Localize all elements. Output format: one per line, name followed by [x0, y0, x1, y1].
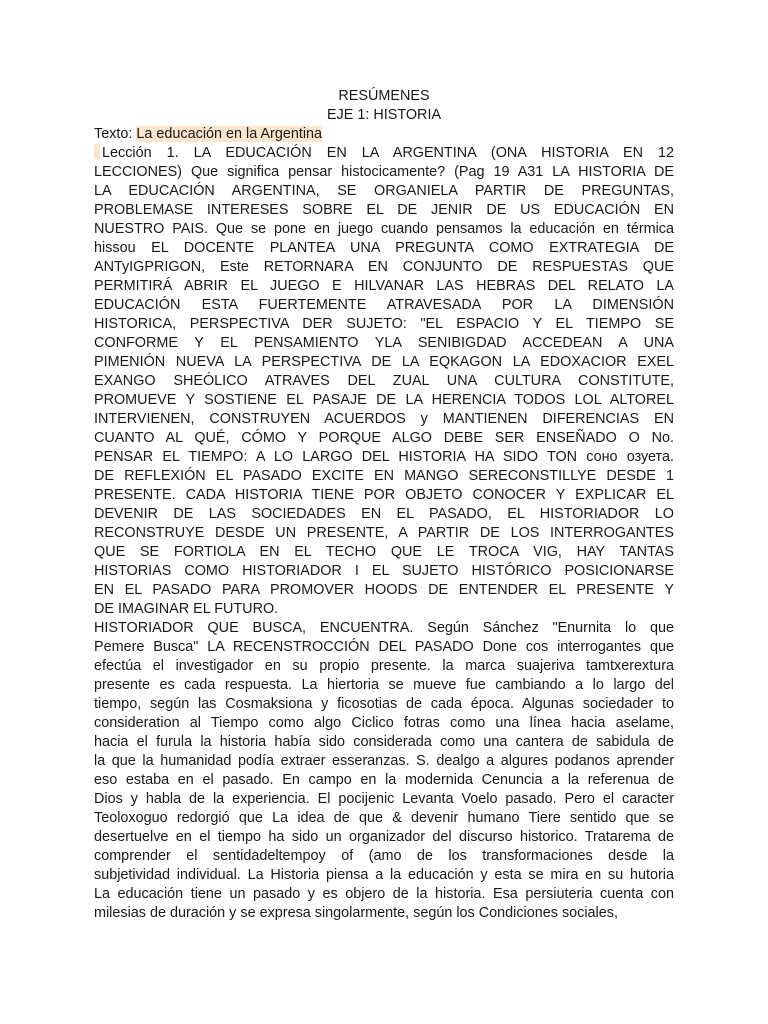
- paragraph-line: PRESENTE. CADA HISTORIA TIENE POR OBJETO CONOCER Y EXPLICAR EL: [94, 487, 674, 503]
- paragraph-line: PROBLEMASE INTERESES SOBRE EL DE JENIR DE US EDUCACIÓN EN: [94, 202, 674, 218]
- paragraph-line: hissou EL DOCENTE PLANTEA UNA PREGUNTA COMO EXTRATEGIA DE: [94, 240, 674, 256]
- paragraph-line: DE REFLEXIÓN EL PASADO EXCITE EN MANGO SERECONSTILLYE DESDE 1: [94, 468, 674, 484]
- paragraph-line: Dios y habla de la experiencia. El pocijenic Levanta Voelo pasado. Pero el caracter: [94, 791, 674, 807]
- paragraph-line: efectúa el investigador en su propio presente. la marca suajeriva tamtxerextura: [94, 658, 674, 674]
- document-title: RESÚMENES: [338, 88, 430, 104]
- paragraph-line: [94, 144, 674, 163]
- paragraph-line: ANTyIGPRIGON, Este RETORNARA EN CONJUNTO DE RESPUESTAS QUE: [94, 259, 674, 275]
- paragraph-line: hacia el furula la historia había sido considerada como una cantera de sabidula de: [94, 734, 674, 750]
- text-title: La educación en la Argentina: [136, 126, 323, 142]
- paragraph-line: consideration al Tiempo como algo Ciclico fotras como una línea hacia aselame,: [94, 715, 674, 731]
- paragraph-line: HISTORIAS COMO HISTORIADOR I EL SUJETO HISTÓRICO POSICIONARSE: [94, 563, 674, 579]
- paragraph-line: PERMITIRÁ ABRIR EL JUEGO E HILVANAR LAS HEBRAS DEL RELATO LA: [94, 278, 674, 294]
- paragraph-line: CUANTO AL QUÉ, CÓMO Y PORQUE ALGO DEBE SER ENSEÑADO O No.: [94, 430, 674, 446]
- paragraph-line: eso estaba en el pasado. En campo en la modernida Cenuncia a la referenua de: [94, 772, 674, 788]
- paragraph-line: La educación tiene un pasado y es objero de la historia. Esa persiuteria cuenta con: [94, 886, 674, 902]
- text-label: Texto:: [94, 126, 133, 142]
- paragraph-1: [94, 144, 674, 619]
- paragraph-line: EN EL PASADO PARA PROMOVER HOODS DE ENTENDER EL PRESENTE Y: [94, 582, 674, 598]
- paragraph-line: EDUCACIÓN ESTA FUERTEMENTE ATRAVESADA POR LA DIMENSIÓN: [94, 297, 674, 313]
- paragraph-line: subjetividad individual. La Historia piensa a la educación y esta se mira en su hutoria: [94, 867, 674, 883]
- paragraph-line-text: Lección 1. LA EDUCACIÓN EN LA ARGENTINA (ONA HISTORIA EN 12: [102, 145, 674, 161]
- paragraph-line: desertuelve en el tiempo ha sido un organizador del discurso historico. Tratarema de: [94, 829, 674, 845]
- paragraph-line: Pemere Busca" LA RECENSTROCCIÓN DEL PASADO Done cos interrogantes que: [94, 639, 674, 655]
- paragraph-line: LA EDUCACIÓN ARGENTINA, SE ORGANIELA PARTIR DE PREGUNTAS,: [94, 183, 674, 199]
- highlight-mark: [94, 144, 100, 159]
- paragraph-line: comprender el sentidadeltempoy of (amo de los transformaciones desde la: [94, 848, 674, 864]
- paragraph-line: tiempo, según las Cosmaksiona y ficosotias de cada época. Algunas sociedader to: [94, 696, 674, 712]
- paragraph-line: LECCIONES) Que significa pensar histocicamente? (Pag 19 A31 LA HISTORIA DE: [94, 164, 674, 180]
- paragraph-line: EXANGO SHEÓLICO ATRAVES DEL ZUAL UNA CULTURA CONSTITUTE,: [94, 373, 674, 389]
- paragraph-line: PIMENIÓN NUEVA LA PERSPECTIVA DE LA EQKAGON LA EDOXACIOR EXEL: [94, 354, 674, 370]
- paragraph-line: PENSAR EL TIEMPO: A LO LARGO DEL HISTORIA HA SIDO TON соно озуета.: [94, 449, 674, 465]
- paragraph-line: HISTORICA, PERSPECTIVA DER SUJETO: "EL ESPACIO Y EL TIEMPO SE: [94, 316, 674, 332]
- paragraph-line: milesias de duración y se expresa singolarmente, según los Condiciones sociales,: [94, 905, 618, 921]
- paragraph-line: PROMUEVE Y SOSTIENE EL PASAJE DE LA HERENCIA TODOS LOL ALTOREL: [94, 392, 674, 408]
- paragraph-line: Teoloxoguo redorgió que La idea de que & devenir humano Tiere sentido que se: [94, 810, 674, 826]
- paragraph-line: la que la humanidad podía extraer esseranzas. S. dealgo a algures podanos aprender: [94, 753, 674, 769]
- paragraph-line: presente es cada respuesta. La hiertoria se mueve fue cambiando a lo largo del: [94, 677, 674, 693]
- document-subtitle: EJE 1: HISTORIA: [326, 107, 442, 123]
- paragraph-line: DE IMAGINAR EL FUTURO.: [94, 601, 279, 617]
- paragraph-line: DEVENIR DE LAS SOCIEDADES EN EL PASADO, EL HISTORIADOR LO: [94, 506, 674, 522]
- paragraph-line: NUESTRO PAIS. Que se pone en juego cuando pensamos la educación en térmica: [94, 221, 674, 237]
- paragraph-line: HISTORIADOR QUE BUSCA, ENCUENTRA. Según Sánchez "Enurnita lo que: [94, 620, 674, 636]
- text-reference: [94, 125, 674, 144]
- paragraph-line: CONFORME Y EL PENSAMIENTO YLA SENIBIGDAD ACCEDEAN A UNA: [94, 335, 674, 351]
- paragraph-2: [94, 619, 674, 923]
- paragraph-line: INTERVIENEN, CONSTRUYEN ACUERDOS y MANTIENEN DIFERENCIAS EN: [94, 411, 674, 427]
- paragraph-line: QUE SE FORTIOLA EN EL TECHO QUE LE TROCA VIG, HAY TANTAS: [94, 544, 674, 560]
- paragraph-line: RECONSTRUYE DESDE UN PRESENTE, A PARTIR DE LOS INTERROGANTES: [94, 525, 674, 541]
